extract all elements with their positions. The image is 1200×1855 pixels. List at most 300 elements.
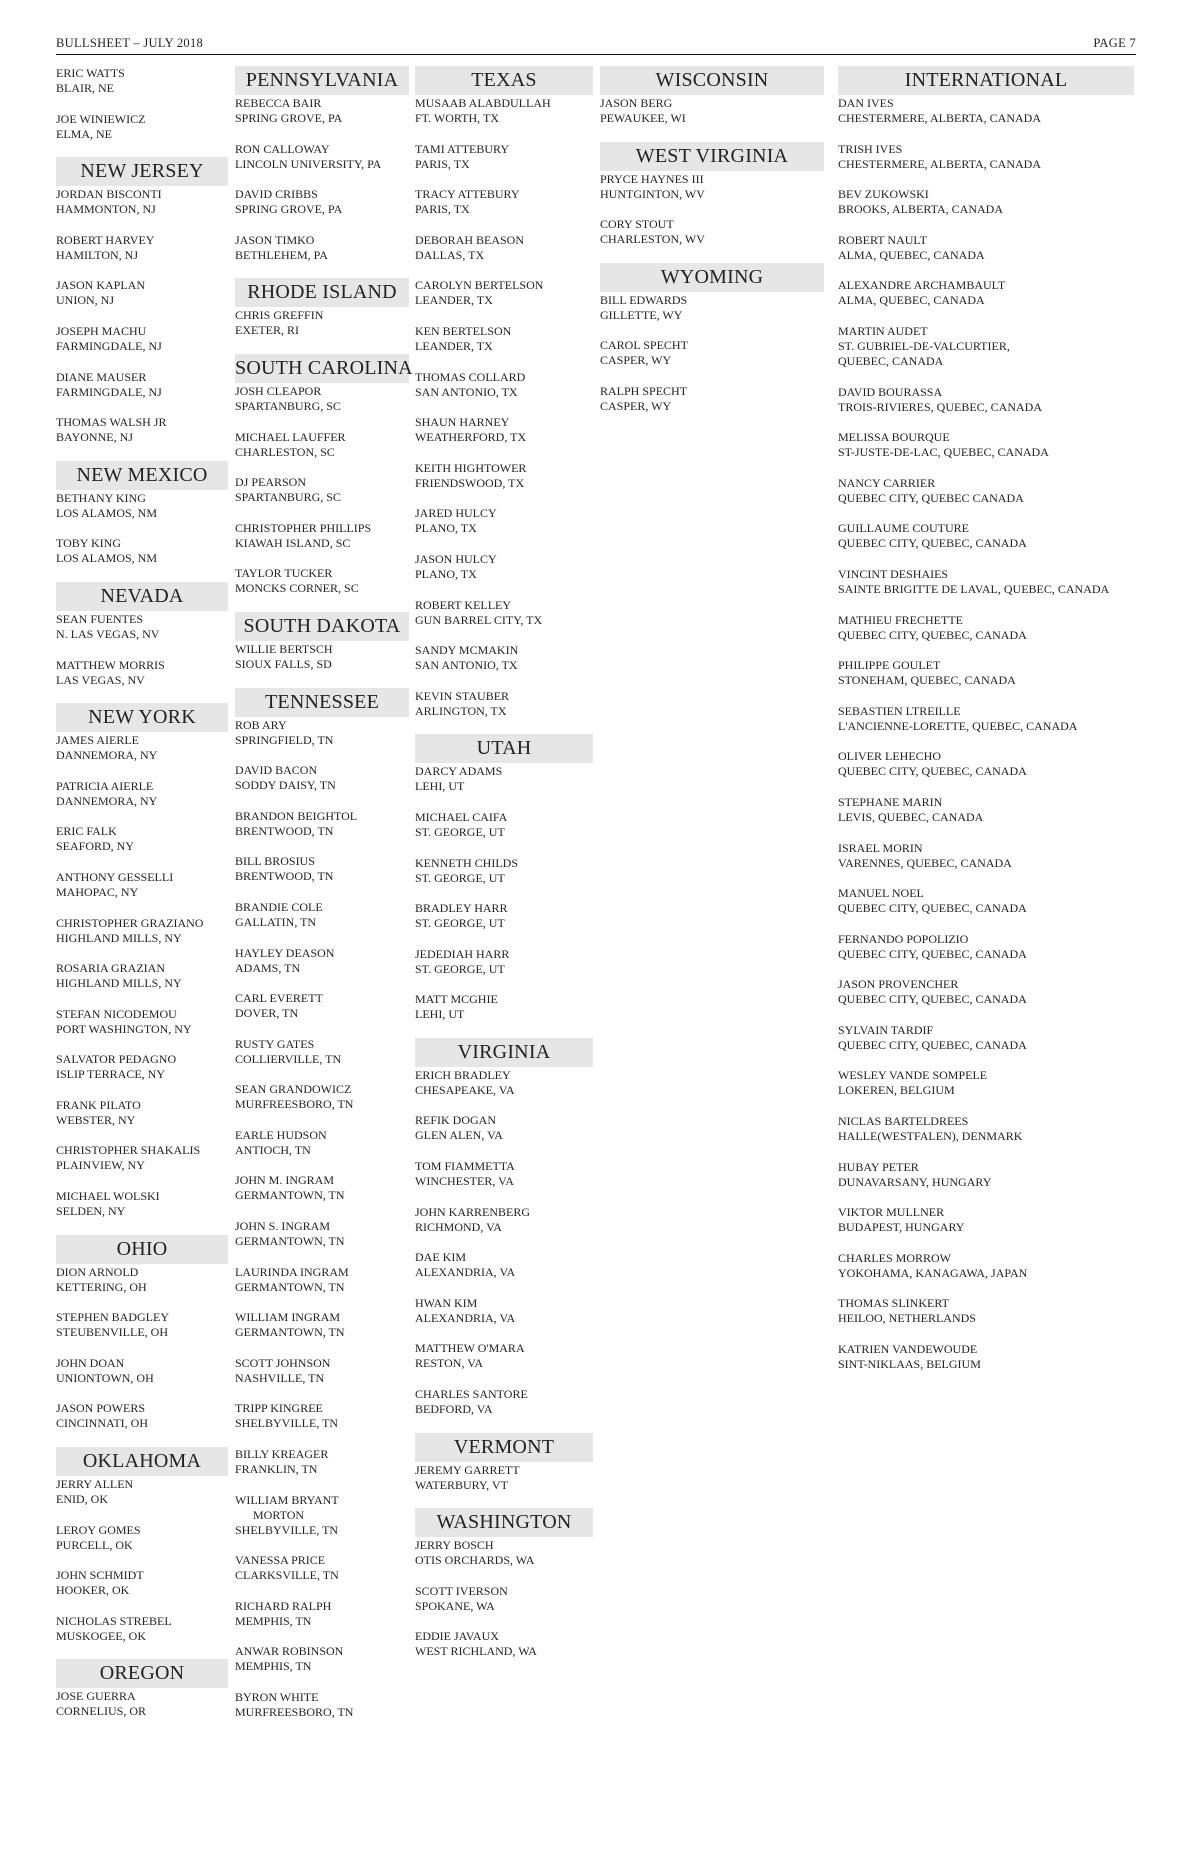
member-location: PARIS, TX xyxy=(415,156,470,171)
member-entry xyxy=(415,1205,593,1235)
member-entry xyxy=(235,566,409,596)
member-location: QUEBEC CITY, QUEBEC, CANADA xyxy=(838,992,1027,1007)
member-location: FRIENDSWOOD, TX xyxy=(415,475,525,490)
member-location: SELDEN, NY xyxy=(56,1204,126,1219)
member-name: THOMAS SLINKERT xyxy=(838,1296,949,1311)
member-location: CORNELIUS, OR xyxy=(56,1704,147,1719)
member-entry xyxy=(838,1251,1138,1281)
member-entry xyxy=(838,795,1138,825)
member-entry xyxy=(600,96,824,126)
member-name: MATTHEW O'MARA xyxy=(415,1341,525,1356)
member-name: WESLEY VANDE SOMPELE xyxy=(838,1068,988,1083)
member-entry xyxy=(838,430,1138,460)
member-name: TRIPP KINGREE xyxy=(235,1401,323,1416)
member-entry xyxy=(415,1296,593,1326)
member-entry xyxy=(56,233,228,263)
member-location: LINCOLN UNIVERSITY, PA xyxy=(235,156,382,171)
member-entry xyxy=(600,293,824,323)
state-section xyxy=(600,66,824,126)
member-location: STEUBENVILLE, OH xyxy=(56,1325,168,1340)
member-location: SPARTANBURG, SC xyxy=(235,490,341,505)
member-name: JOE WINIEWICZ xyxy=(56,111,146,126)
member-name: DAVID CRIBBS xyxy=(235,187,318,202)
member-name: BILL EDWARDS xyxy=(600,292,688,307)
member-location: ST-JUSTE-DE-LAC, QUEBEC, CANADA xyxy=(838,445,1049,460)
member-location: GALLATIN, TN xyxy=(235,914,317,929)
member-name: CHARLES SANTORE xyxy=(415,1387,528,1402)
member-location: TROIS-RIVIERES, QUEBEC, CANADA xyxy=(838,399,1042,414)
member-name: SEAN GRANDOWICZ xyxy=(235,1082,352,1097)
member-name: WILLIAM INGRAM xyxy=(235,1310,340,1325)
member-location: MURFREESBORO, TN xyxy=(235,1097,354,1112)
member-entry xyxy=(235,1401,409,1431)
member-name: HWAN KIM xyxy=(415,1295,478,1310)
member-entry xyxy=(838,1205,1138,1235)
member-entry xyxy=(415,1113,593,1143)
section-heading: OREGON xyxy=(56,1659,228,1688)
member-location: QUEBEC CITY, QUEBEC, CANADA xyxy=(838,627,1027,642)
member-location: ST. GEORGE, UT xyxy=(415,870,505,885)
member-location: BETHLEHEM, PA xyxy=(235,247,328,262)
member-name: JASON KAPLAN xyxy=(56,278,146,293)
member-entry xyxy=(415,1584,593,1614)
state-section xyxy=(600,263,824,414)
member-entry xyxy=(415,947,593,977)
member-name: JEDEDIAH HARR xyxy=(415,946,510,961)
member-name: BILLY KREAGER xyxy=(235,1447,329,1462)
member-entry xyxy=(56,278,228,308)
page-number: PAGE 7 xyxy=(1093,36,1136,50)
member-name: CHRISTOPHER SHAKALIS xyxy=(56,1143,201,1158)
member-entry xyxy=(235,1447,409,1477)
member-entry xyxy=(235,1265,409,1295)
member-name: STEPHEN BADGLEY xyxy=(56,1310,169,1325)
member-location: UNIONTOWN, OH xyxy=(56,1370,154,1385)
member-entry xyxy=(838,142,1138,172)
state-section xyxy=(600,142,824,248)
member-name: DAE KIM xyxy=(415,1250,466,1265)
member-location: HUNTGINTON, WV xyxy=(600,186,705,201)
member-name: JOHN DOAN xyxy=(56,1355,125,1370)
member-entry xyxy=(235,1037,409,1067)
member-entry xyxy=(56,370,228,400)
member-location: HIGHLAND MILLS, NY xyxy=(56,976,182,991)
state-section xyxy=(56,1659,228,1719)
member-location: RESTON, VA xyxy=(415,1356,484,1371)
member-location: FRANKLIN, TN xyxy=(235,1462,318,1477)
member-entry xyxy=(56,1401,228,1431)
member-location: SPRINGFIELD, TN xyxy=(235,732,334,747)
member-entry xyxy=(235,1599,409,1629)
member-location: SPRING GROVE, PA xyxy=(235,111,343,125)
state-section xyxy=(56,1447,228,1644)
member-location: COLLIERVILLE, TN xyxy=(235,1051,342,1066)
member-location: SAINTE BRIGITTE DE LAVAL, QUEBEC, CANADA xyxy=(838,581,1110,596)
member-name: RICHARD RALPH xyxy=(235,1598,332,1613)
member-entry xyxy=(235,946,409,976)
member-entry xyxy=(56,66,228,96)
member-entry xyxy=(56,824,228,854)
member-entry xyxy=(235,1690,409,1720)
member-location: QUEBEC CITY, QUEBEC, CANADA xyxy=(838,1037,1027,1052)
page-header xyxy=(56,36,1136,55)
member-location: ALEXANDRIA, VA xyxy=(415,1310,516,1325)
member-name: FRANK PILATO xyxy=(56,1097,141,1112)
member-location: LOKEREN, BELGIUM xyxy=(838,1083,955,1098)
section-heading: WYOMING xyxy=(600,263,824,292)
member-name: JOHN SCHMIDT xyxy=(56,1568,144,1583)
member-name: JOSH CLEAPOR xyxy=(235,383,322,398)
member-location: HOOKER, OK xyxy=(56,1583,130,1598)
member-name: STEPHANE MARIN xyxy=(838,794,943,809)
member-location: KETTERING, OH xyxy=(56,1279,147,1294)
member-name: BRANDIE COLE xyxy=(235,899,323,914)
member-name: RALPH SPECHT xyxy=(600,383,688,398)
member-name: JERRY BOSCH xyxy=(415,1538,494,1553)
member-location: ST. GUBRIEL-DE-VALCURTIER, xyxy=(838,338,1010,353)
member-location: UNION, NJ xyxy=(56,293,114,308)
member-name: WILLIE BERTSCH xyxy=(235,641,333,656)
member-location: HAMILTON, NJ xyxy=(56,247,139,262)
member-entry xyxy=(415,96,593,126)
member-name: KENNETH CHILDS xyxy=(415,855,518,870)
member-location: ST. GEORGE, UT xyxy=(415,824,505,839)
member-location: MEMPHIS, TN xyxy=(235,1613,312,1628)
member-entry xyxy=(415,142,593,172)
member-name: HUBAY PETER xyxy=(838,1159,919,1174)
member-entry xyxy=(415,643,593,673)
member-name: BYRON WHITE xyxy=(235,1690,319,1704)
member-location: QUEBEC CITY, QUEBEC, CANADA xyxy=(838,536,1027,551)
member-entry xyxy=(56,658,228,688)
section-heading: VIRGINIA xyxy=(415,1038,593,1067)
member-name: STEFAN NICODEMOU xyxy=(56,1006,177,1021)
member-location: LEANDER, TX xyxy=(415,293,493,308)
member-entry xyxy=(235,1128,409,1158)
member-entry xyxy=(235,1356,409,1386)
member-location: STONEHAM, QUEBEC, CANADA xyxy=(838,673,1016,688)
member-entry xyxy=(235,900,409,930)
section-heading: OHIO xyxy=(56,1235,228,1264)
member-name: NICHOLAS STREBEL xyxy=(56,1613,172,1628)
member-name: SYLVAIN TARDIF xyxy=(838,1022,934,1037)
member-entry xyxy=(838,658,1138,688)
member-name: JOHN M. INGRAM xyxy=(235,1173,335,1188)
member-name: RON CALLOWAY xyxy=(235,141,330,156)
member-entry xyxy=(56,536,228,566)
member-location: SPARTANBURG, SC xyxy=(235,398,341,413)
member-location: ANTIOCH, TN xyxy=(235,1142,311,1157)
member-entry xyxy=(235,1082,409,1112)
member-name: JASON TIMKO xyxy=(235,232,315,247)
member-name: DAVID BOURASSA xyxy=(838,384,943,399)
member-name: ERIC WATTS xyxy=(56,66,125,80)
member-entry xyxy=(415,278,593,308)
member-name: CAROL SPECHT xyxy=(600,338,688,353)
member-location: DANNEMORA, NY xyxy=(56,793,158,808)
member-name: TAYLOR TUCKER xyxy=(235,566,333,581)
member-entry xyxy=(56,324,228,354)
member-entry xyxy=(56,1265,228,1295)
member-entry xyxy=(56,1614,228,1644)
section-heading: UTAH xyxy=(415,734,593,763)
member-entry xyxy=(235,1493,409,1538)
member-name: TAMI ATTEBURY xyxy=(415,141,510,156)
member-location: GERMANTOWN, TN xyxy=(235,1234,345,1249)
member-location: PARIS, TX xyxy=(415,202,470,217)
member-name: EDDIE JAVAUX xyxy=(415,1629,499,1644)
member-entry xyxy=(56,870,228,900)
member-location: QUEBEC CITY, QUEBEC, CANADA xyxy=(838,901,1027,916)
member-entry xyxy=(415,764,593,794)
member-location: WEBSTER, NY xyxy=(56,1112,136,1127)
column-1 xyxy=(56,66,228,1735)
member-entry xyxy=(56,1310,228,1340)
member-name: THOMAS WALSH JR xyxy=(56,415,167,430)
member-name: KEVIN STAUBER xyxy=(415,688,510,703)
member-entry xyxy=(838,886,1138,916)
member-entry xyxy=(56,1189,228,1219)
member-name: ANWAR ROBINSON xyxy=(235,1644,344,1659)
member-name: FERNANDO POPOLIZIO xyxy=(838,931,969,946)
state-section xyxy=(235,354,413,596)
member-location: ST. GEORGE, UT xyxy=(415,961,505,976)
member-name: SEBASTIEN LTREILLE xyxy=(838,703,961,718)
member-location: BUDAPEST, HUNGARY xyxy=(838,1220,965,1235)
member-location: OTIS ORCHARDS, WA xyxy=(415,1553,535,1568)
member-location: ENID, OK xyxy=(56,1492,108,1507)
member-name: DION ARNOLD xyxy=(56,1264,139,1279)
member-name: JASON POWERS xyxy=(56,1401,146,1416)
member-location: LEANDER, TX xyxy=(415,338,493,353)
member-entry xyxy=(56,415,228,445)
state-section xyxy=(235,278,409,338)
member-name: ROB ARY xyxy=(235,717,287,732)
member-entry xyxy=(415,598,593,628)
section-heading: NEW MEXICO xyxy=(56,461,228,490)
member-entry xyxy=(235,642,409,672)
member-entry xyxy=(56,1098,228,1128)
member-name: MARTIN AUDET xyxy=(838,323,928,338)
member-location: QUEBEC CITY, QUEBEC CANADA xyxy=(838,490,1024,505)
member-entry xyxy=(415,1629,593,1659)
member-entry xyxy=(838,233,1138,263)
member-entry xyxy=(415,689,593,719)
member-name: ROBERT NAULT xyxy=(838,232,927,247)
member-entry xyxy=(838,476,1138,506)
member-location: SINT-NIKLAAS, BELGIUM xyxy=(838,1357,981,1372)
state-section xyxy=(415,1038,593,1417)
member-location-cont: QUEBEC, CANADA xyxy=(838,353,944,368)
member-location: PORT WASHINGTON, NY xyxy=(56,1021,192,1036)
member-name: CHRIS GREFFIN xyxy=(235,308,324,323)
state-section xyxy=(235,612,409,672)
member-name: CORY STOUT xyxy=(600,217,674,232)
member-location: BRENTWOOD, TN xyxy=(235,823,334,838)
member-location: ADAMS, TN xyxy=(235,960,301,975)
member-name: KATRIEN VANDEWOUDE xyxy=(838,1342,978,1357)
member-entry xyxy=(415,415,593,445)
member-location: BEDFORD, VA xyxy=(415,1402,493,1417)
member-name: CHARLES MORROW xyxy=(838,1250,952,1265)
member-location: FARMINGDALE, NJ xyxy=(56,384,162,399)
member-location: SHELBYVILLE, TN xyxy=(235,1416,339,1431)
column-4 xyxy=(600,66,824,430)
member-entry xyxy=(235,308,409,338)
member-name: MICHAEL WOLSKI xyxy=(56,1189,160,1204)
section-heading: TEXAS xyxy=(415,66,593,95)
member-name: SCOTT IVERSON xyxy=(415,1583,508,1598)
state-section xyxy=(235,688,409,1720)
member-location: PLANO, TX xyxy=(415,566,477,581)
member-name: TRISH IVES xyxy=(838,141,903,156)
member-location: CHESAPEAKE, VA xyxy=(415,1082,515,1097)
member-name: JASON HULCY xyxy=(415,551,497,566)
member-entry xyxy=(56,1052,228,1082)
member-name: HAYLEY DEASON xyxy=(235,945,335,960)
section-heading: OKLAHOMA xyxy=(56,1447,228,1476)
member-name: SHAUN HARNEY xyxy=(415,415,510,430)
state-section xyxy=(415,1433,593,1493)
state-section xyxy=(838,66,1138,1372)
member-location: ALEXANDRIA, VA xyxy=(415,1265,516,1280)
member-name: ANTHONY GESSELLI xyxy=(56,869,174,884)
member-entry xyxy=(838,385,1138,415)
member-name: BILL BROSIUS xyxy=(235,854,315,869)
member-entry xyxy=(838,521,1138,551)
member-entry xyxy=(600,217,824,247)
member-location: SHELBYVILLE, TN xyxy=(235,1522,339,1537)
member-name: JASON BERG xyxy=(600,96,673,110)
member-location: CASPER, WY xyxy=(600,398,672,413)
member-location: WATERBURY, VT xyxy=(415,1477,508,1492)
member-entry xyxy=(235,1553,409,1583)
member-entry xyxy=(415,233,593,263)
member-location: CHESTERMERE, ALBERTA, CANADA xyxy=(838,111,1041,125)
member-entry xyxy=(56,1523,228,1553)
member-location: GUN BARREL CITY, TX xyxy=(415,612,543,627)
member-location: FARMINGDALE, NJ xyxy=(56,338,162,353)
member-name: THOMAS COLLARD xyxy=(415,369,526,384)
section-heading: SOUTH DAKOTA xyxy=(235,612,409,641)
member-name: GUILLAUME COUTURE xyxy=(838,521,969,536)
member-name: JARED HULCY xyxy=(415,506,497,521)
member-location: PLANO, TX xyxy=(415,521,477,536)
member-location: WINCHESTER, VA xyxy=(415,1174,514,1189)
member-entry xyxy=(56,187,228,217)
member-entry xyxy=(56,1356,228,1386)
member-entry xyxy=(235,1173,409,1203)
member-entry xyxy=(235,475,409,505)
member-name: PATRICIA AIERLE xyxy=(56,778,154,793)
member-name: OLIVER LEHECHO xyxy=(838,749,941,764)
member-name: NICLAS BARTELDREES xyxy=(838,1114,969,1129)
member-location: HAMMONTON, NJ xyxy=(56,202,156,217)
member-entry xyxy=(600,338,824,368)
member-entry xyxy=(235,763,409,793)
member-entry xyxy=(415,506,593,536)
member-name: ROBERT KELLEY xyxy=(415,597,512,612)
member-name: ROSARIA GRAZIAN xyxy=(56,961,166,976)
member-entry xyxy=(415,1068,593,1098)
member-entry xyxy=(235,854,409,884)
column-2 xyxy=(235,66,413,1736)
member-entry xyxy=(56,1007,228,1037)
member-entry xyxy=(838,1114,1138,1144)
member-location: HALLE(WESTFALEN), DENMARK xyxy=(838,1129,1023,1144)
member-name: CHRISTOPHER PHILLIPS xyxy=(235,520,372,535)
member-location: WEATHERFORD, TX xyxy=(415,430,527,445)
member-location: CASPER, WY xyxy=(600,353,672,368)
member-name: ERIC FALK xyxy=(56,824,117,839)
member-name: JERRY ALLEN xyxy=(56,1477,134,1492)
state-section xyxy=(415,1508,593,1659)
member-entry xyxy=(56,491,228,521)
member-name: RUSTY GATES xyxy=(235,1036,315,1051)
member-location: CHESTERMERE, ALBERTA, CANADA xyxy=(838,156,1041,171)
member-name: JEREMY GARRETT xyxy=(415,1462,520,1477)
member-location: DUNAVARSANY, HUNGARY xyxy=(838,1174,992,1189)
member-location: ST. GEORGE, UT xyxy=(415,916,505,931)
member-location: DOVER, TN xyxy=(235,1006,299,1021)
section-heading: NEVADA xyxy=(56,582,228,611)
member-location: GLEN ALEN, VA xyxy=(415,1128,503,1143)
member-name: DAN IVES xyxy=(838,96,894,110)
member-name: SEAN FUENTES xyxy=(56,611,144,626)
member-name: CHRISTOPHER GRAZIANO xyxy=(56,915,204,930)
section-heading: TENNESSEE xyxy=(235,688,409,717)
section-heading: WISCONSIN xyxy=(600,66,824,95)
member-location: BROOKS, ALBERTA, CANADA xyxy=(838,202,1003,217)
member-entry xyxy=(838,704,1138,734)
section-heading: INTERNATIONAL xyxy=(838,66,1134,95)
member-location: CINCINNATI, OH xyxy=(56,1416,148,1431)
member-name: PHILIPPE GOULET xyxy=(838,658,941,673)
member-location: PLAINVIEW, NY xyxy=(56,1158,145,1173)
member-name: MUSAAB ALABDULLAH xyxy=(415,96,551,110)
member-name: BEV ZUKOWSKI xyxy=(838,187,929,202)
section-heading: WEST VIRGINIA xyxy=(600,142,824,171)
member-entry xyxy=(235,991,409,1021)
member-location: DALLAS, TX xyxy=(415,247,485,262)
member-entry xyxy=(235,1644,409,1674)
member-location: LOS ALAMOS, NM xyxy=(56,551,158,566)
member-entry xyxy=(415,992,593,1022)
member-entry xyxy=(235,96,409,126)
member-entry xyxy=(235,1310,409,1340)
member-entry xyxy=(235,809,409,839)
member-name: VINCINT DESHAIES xyxy=(838,566,949,581)
member-entry xyxy=(415,810,593,840)
member-location: BLAIR, NE xyxy=(56,81,114,95)
member-entry xyxy=(56,112,228,142)
member-name: DARCY ADAMS xyxy=(415,764,503,779)
member-entry xyxy=(415,856,593,886)
member-name: JAMES AIERLE xyxy=(56,733,140,748)
state-section xyxy=(56,461,228,567)
member-name: SANDY MCMAKIN xyxy=(415,643,519,658)
member-name: VIKTOR MULLNER xyxy=(838,1205,945,1220)
member-entry xyxy=(415,901,593,931)
state-section xyxy=(235,66,409,263)
member-location: CHARLESTON, SC xyxy=(235,444,335,459)
member-location: ELMA, NE xyxy=(56,126,112,141)
member-location: SIOUX FALLS, SD xyxy=(235,656,332,671)
member-location: PURCELL, OK xyxy=(56,1537,133,1552)
member-name-cont: MORTON xyxy=(253,1507,305,1522)
member-entry xyxy=(235,718,409,748)
member-location: VARENNES, QUEBEC, CANADA xyxy=(838,855,1012,870)
